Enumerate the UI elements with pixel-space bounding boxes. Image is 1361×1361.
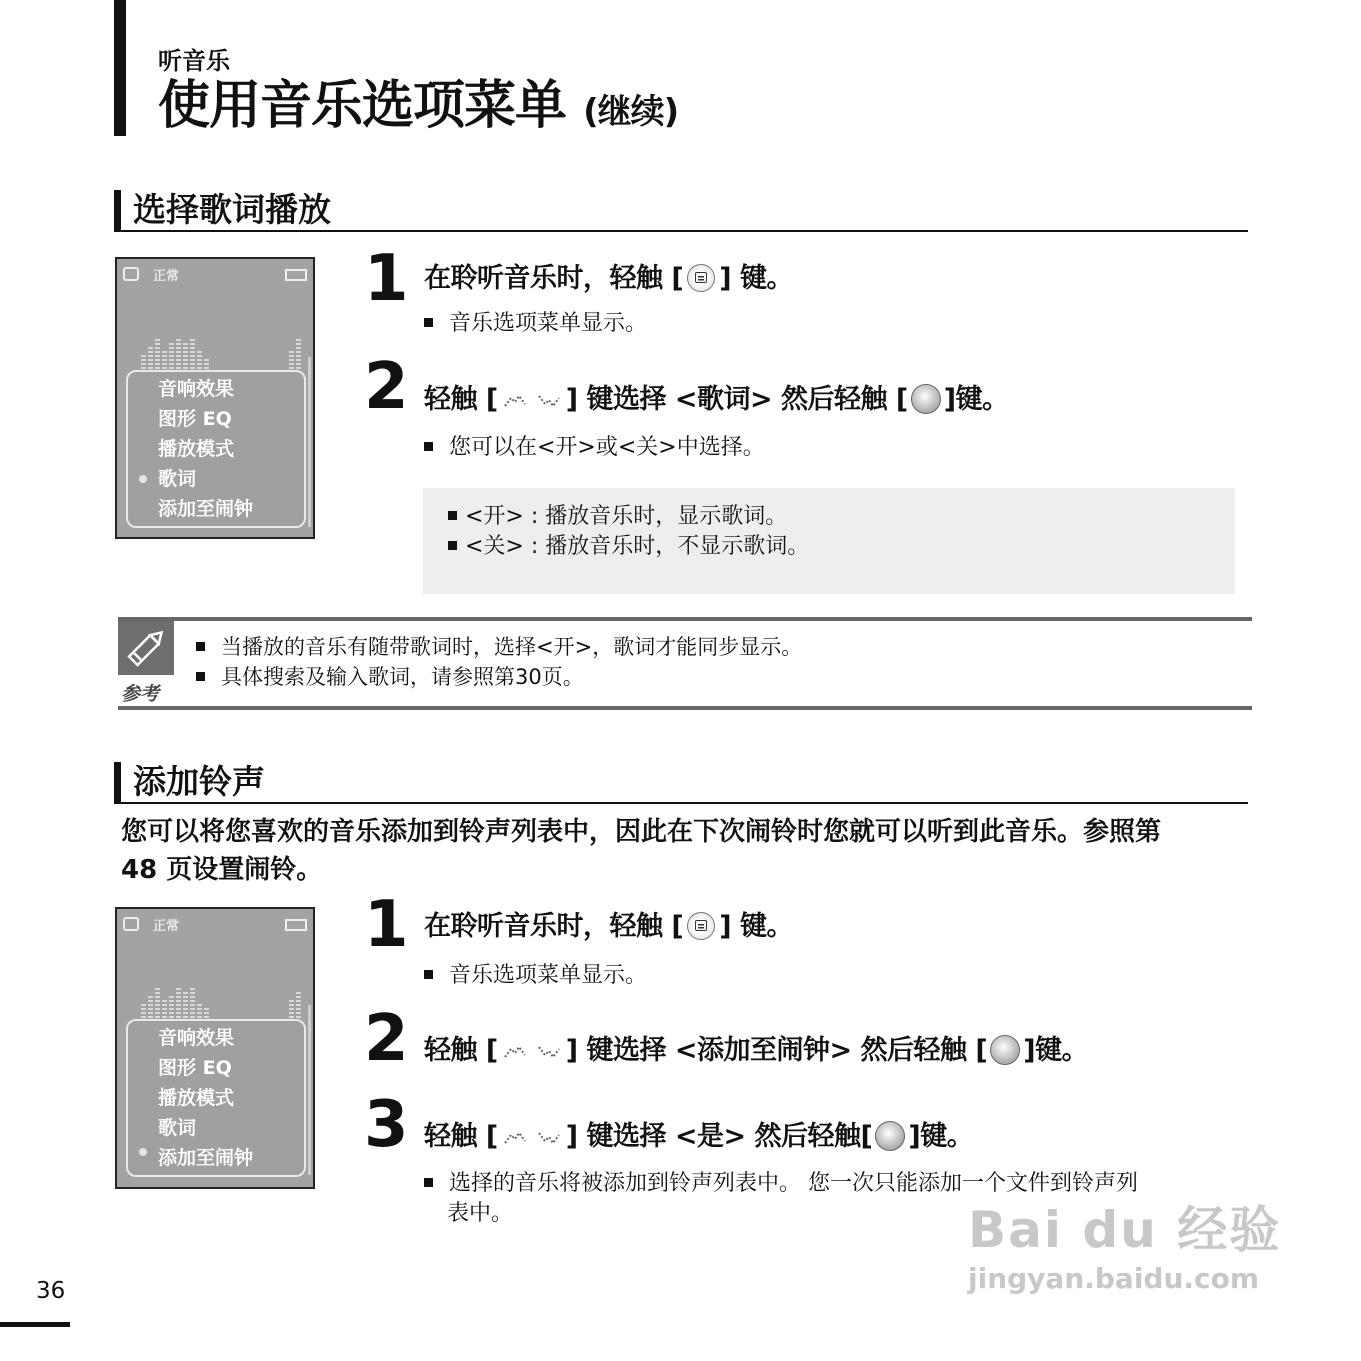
select-button-icon [911,384,941,414]
options-menu [126,370,306,528]
bullet-square [424,318,433,327]
repeat-icon [123,267,139,281]
menu-item: 图形 EQ [158,408,232,430]
nav-up-icon [501,1127,529,1149]
step-text-pre: 轻触 [ [424,1035,498,1066]
step-note-text: 音乐选项菜单显示。 [449,311,648,336]
step-instruction [424,382,1009,418]
note-label: 参考 [121,683,160,705]
select-button-icon [875,1121,905,1151]
step-note [424,309,647,339]
bullet-square [424,1178,433,1187]
section-marker [114,762,121,802]
bullet-square [448,541,457,550]
equalizer-bars [141,337,301,369]
nav-up-icon [501,390,529,412]
bullet-square [196,672,205,681]
menu-item-selected: 添加至闹钟 [158,1147,254,1169]
baidu-watermark-logo: Bai du 经验 [968,1201,1282,1259]
step-text-post: ]键。 [943,384,1009,415]
section-title-lyrics: 选择歌词播放 [133,190,331,229]
step-number: 2 [364,1002,409,1076]
page-title [158,74,678,144]
step-instruction [424,1033,1088,1069]
options-menu [126,1019,306,1177]
menu-icon [687,264,715,292]
section-divider [114,230,1248,232]
select-button-icon [990,1035,1020,1065]
note-text: 当播放的音乐有随带歌词时，选择<开>，歌词才能同步显示。 [221,635,803,659]
step-note [424,433,765,463]
note-bottom-rule [118,706,1252,710]
note-top-rule [118,617,1252,621]
step-instruction [424,1119,973,1155]
device-mode: 正常 [153,269,180,284]
device-mode: 正常 [153,919,180,934]
note-line [196,662,584,692]
scroll-edge [308,357,311,527]
baidu-watermark-url: jingyan.baidu.com [968,1262,1260,1295]
step-text-post: ]键。 [1023,1035,1089,1066]
menu-item: 添加至闹钟 [158,498,254,520]
step-text-pre: 轻触 [ [424,1121,498,1152]
step-note-text: 选择的音乐将被添加到铃声列表中。 您一次只能添加一个文件到铃声列 [449,1171,1138,1196]
step-text-mid: ] 键选择 <添加至闹钟> 然后轻触 [ [565,1035,988,1066]
device-screen-lyrics [115,257,315,539]
tip-text: <关> : 播放音乐时，不显示歌词。 [465,534,810,559]
device-status-bar [123,265,307,287]
menu-item: 音响效果 [158,1027,235,1049]
menu-item: 音响效果 [158,378,235,400]
step-text-mid: ] 键选择 <歌词> 然后轻触 [ [565,384,908,415]
step-text-pre: 在聆听音乐时，轻触 [ [424,263,684,294]
step-text-post: ] 键。 [719,911,793,942]
step-note [424,961,647,991]
step-number: 1 [364,888,409,962]
section-marker [114,190,121,230]
menu-item-selected: 歌词 [158,468,197,490]
step-number: 3 [364,1088,409,1162]
selection-dot [139,475,147,483]
battery-icon [285,269,307,281]
header-bar [114,0,126,136]
menu-item: 歌词 [158,1117,197,1139]
step-text-post: ]键。 [908,1121,974,1152]
note-text: 具体搜索及输入歌词，请参照第30页。 [221,665,584,689]
note-line [196,632,802,662]
tip-line [448,532,809,562]
step-note-text: 您可以在<开>或<关>中选择。 [449,435,765,460]
step-text-post: ] 键。 [719,263,793,294]
page-number-rule [0,1322,70,1327]
intro-line-2: 48 页设置闹铃。 [121,855,323,885]
section-title-ringtone: 添加铃声 [133,762,265,801]
note-icon-box [118,621,174,675]
page-title-text: 使用音乐选项菜单 [158,76,567,136]
page-number: 36 [36,1278,66,1304]
step-text-pre: 轻触 [ [424,384,498,415]
nav-up-icon [501,1041,529,1063]
pencil-icon [118,621,174,675]
menu-item: 图形 EQ [158,1057,232,1079]
step-instruction [424,909,793,945]
page-subtitle: 听音乐 [158,47,230,75]
nav-down-icon [535,1127,563,1149]
menu-item: 播放模式 [158,1087,235,1109]
repeat-icon [123,917,139,931]
bullet-square [448,511,457,520]
step-text-mid: ] 键选择 <是> 然后轻触[ [565,1121,873,1152]
tip-line [448,502,787,532]
step-number: 2 [364,350,409,424]
step-number: 1 [364,242,409,316]
selection-dot [139,1148,147,1156]
battery-icon [285,919,307,931]
tip-text: <开> : 播放音乐时，显示歌词。 [465,504,788,529]
section-divider [114,802,1248,804]
bullet-square [196,642,205,651]
step-note-continued: 表中。 [447,1201,514,1226]
page-title-suffix: (继续) [583,92,679,132]
nav-down-icon [535,1041,563,1063]
menu-item: 播放模式 [158,438,235,460]
step-text-pre: 在聆听音乐时，轻触 [ [424,911,684,942]
options-tip-box [423,488,1235,594]
menu-icon [687,912,715,940]
bullet-square [424,442,433,451]
nav-down-icon [535,390,563,412]
step-note-text: 音乐选项菜单显示。 [449,963,648,988]
bullet-square [424,970,433,979]
device-screen-alarm [115,907,315,1189]
step-instruction [424,261,793,297]
scroll-edge [308,1005,311,1175]
device-status-bar [123,915,307,937]
equalizer-bars [141,986,301,1018]
intro-line-1: 您可以将您喜欢的音乐添加到铃声列表中，因此在下次闹铃时您就可以听到此音乐。参照第 [121,817,1162,847]
